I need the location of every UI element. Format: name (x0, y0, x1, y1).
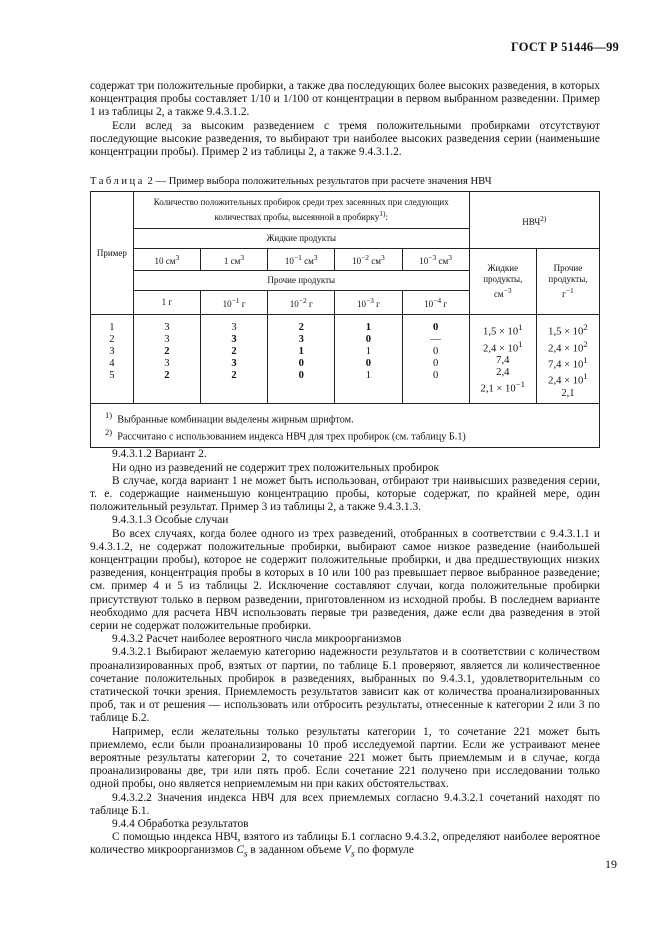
count-header-end: : (385, 212, 388, 223)
positive-count: 3 (164, 322, 170, 334)
unit-base: 10 (222, 299, 232, 310)
unit-exponent: −4 (433, 296, 442, 306)
mpn-exponent: 2 (583, 338, 588, 349)
unit-base: 10 (352, 256, 362, 267)
positive-count: 2 (164, 346, 170, 358)
mpn-mantissa: 1,5 × 10 (548, 326, 584, 338)
mpn-value (540, 388, 596, 400)
unit-name: г (373, 299, 380, 310)
count-header-sup: 1) (379, 209, 386, 219)
paragraph: 9.4.3.2.1 Выбирают желаемую категорию надежности результатов и в соответствии с количеством проанализированных проб, взятых от партии, по таблице Б.1 проверяют, является ли количественное сочетание положительных пробирок в разведениях, выбранных по 9.4.3.1, удовлетворительным со статической точки зрения. Приемлемость результатов зависит как от количества проанализированных проб, так и от решения — использовать или отбросить результаты, отнесенные к категории 2 или 3 по таблице Б.2. (90, 646, 600, 725)
var-c-sub: s (243, 849, 248, 860)
data-cell (200, 315, 267, 403)
positive-count: 0 (365, 334, 372, 346)
mpn-value (540, 355, 596, 371)
note-text: Рассчитано с использованием индекса НВЧ для трех пробирок (см. таблицу Б.1) (117, 431, 466, 443)
unit-name: г (306, 299, 313, 310)
table-note (105, 426, 591, 443)
mpn-value (540, 371, 596, 387)
other-unit-header (402, 291, 469, 315)
mpn-liquid-header (469, 249, 536, 315)
unit-power: 3 (240, 253, 245, 263)
unit-exponent: −1 (231, 296, 240, 306)
unit-name: см (369, 256, 381, 267)
mpn-value (540, 339, 596, 355)
unit-power: 3 (313, 253, 318, 263)
mpn-mantissa: 2,4 (496, 366, 510, 378)
positive-count: 1 (365, 369, 372, 381)
unit-base: 10 (289, 299, 299, 310)
liquid-unit-header (335, 249, 402, 271)
mpn-value (473, 379, 533, 395)
mpn-exponent: 1 (518, 338, 523, 349)
formula-mid-text: в заданном объеме (247, 844, 345, 857)
table-2 (90, 191, 600, 448)
positive-count: 2 (231, 346, 237, 358)
positive-count: 2 (231, 369, 237, 381)
paragraph: В случае, когда вариант 1 не может быть использован, отбирают три наивысших разведения серии, т. е. содержащие наименьшую концентрацию пробы, которые содержат, по крайней мере, один положительный результат. Пример 3 из таблицы 2, а также 9.4.3.1.3. (90, 474, 600, 514)
var-v: V (344, 844, 351, 857)
document-code: ГОСТ Р 51446—99 (510, 40, 619, 54)
positive-count: 2 (164, 369, 170, 381)
unit-power: 3 (381, 253, 385, 263)
unit-name: см (301, 256, 314, 267)
example-number: 4 (109, 357, 115, 369)
paragraph (90, 831, 600, 862)
mpn-mantissa: 2,1 × 10 (480, 383, 516, 395)
mpn-exponent: 1 (583, 355, 588, 366)
example-number: 1 (109, 322, 115, 334)
unit-base: 10 см (154, 256, 176, 267)
table-caption-label: Таблица (90, 176, 145, 188)
liquid-unit-header (133, 249, 200, 271)
note-text: Выбранные комбинации выделены жирным шрифтом. (117, 413, 354, 425)
mpn-exponent: −1 (515, 378, 526, 389)
example-number: 5 (109, 369, 115, 381)
unit-exponent: −2 (298, 296, 307, 306)
positive-count: 0 (432, 322, 439, 334)
positive-count: 3 (164, 357, 170, 369)
note-marker: 1) (105, 409, 113, 420)
table-caption-text: 2 — Пример выбора положительных результатов при расчете значения НВЧ (147, 176, 492, 188)
positive-count: 1 (365, 346, 372, 358)
other-unit-header (335, 291, 402, 315)
positive-count: 0 (298, 369, 304, 381)
unit-name: г (239, 299, 246, 310)
mpn-header-sup: 2) (540, 213, 547, 223)
section-heading: 9.4.4 Обработка результатов (112, 818, 249, 830)
note-marker: 2) (105, 426, 113, 437)
positive-count: 1 (298, 346, 304, 358)
table-notes (91, 403, 600, 448)
mpn-unit-power: −3 (503, 286, 512, 296)
mpn-value (473, 355, 533, 367)
mpn-header-text: НВЧ (522, 216, 541, 227)
unit-power: 3 (175, 253, 180, 263)
unit-exponent: −1 (293, 253, 302, 263)
other-unit-header (268, 291, 335, 315)
positive-count: 3 (164, 334, 170, 346)
unit-base: 10 (424, 299, 434, 310)
unit-base: 10 (284, 256, 294, 267)
mpn-mantissa: 2,1 (561, 387, 575, 399)
mpn-value (473, 339, 533, 355)
liquid-unit-header (200, 249, 267, 271)
positive-count: — (430, 334, 441, 346)
mpn-value (473, 322, 533, 338)
data-cell-mpn-liquid (469, 315, 536, 403)
section-heading: 9.4.3.1.2 Вариант 2. (112, 448, 207, 461)
mpn-subheader-unit (473, 285, 533, 300)
data-cell (335, 315, 402, 403)
col-example-header: Пример (91, 192, 134, 315)
mpn-value (473, 367, 533, 379)
section-heading: 9.4.3.2 Расчет наиболее вероятного числа микроорганизмов (112, 633, 402, 646)
mpn-header (469, 192, 599, 249)
table-caption (90, 175, 600, 188)
positive-count: 0 (432, 346, 439, 358)
other-unit-header (200, 291, 267, 315)
mpn-mantissa: 7,4 (496, 355, 510, 367)
data-cell-mpn-other (536, 315, 599, 403)
positive-count: 0 (432, 369, 439, 381)
positive-count: 1 (365, 322, 372, 334)
mpn-mantissa: 2,4 × 10 (483, 343, 519, 355)
example-number: 2 (109, 334, 115, 346)
var-v-sub: s (351, 849, 355, 860)
paragraph: содержат три положительные пробирки, а также два последующих более высоких разведения, в которых концентрация пробы составляет 1/10 и 1/100 от концентрации в первом выбранном разведении. Пример 1 из таблицы 2, а также 9.4.3.1.2. (90, 80, 600, 119)
paragraph: Если вслед за высоким разведением с тремя положительными пробирками отсутствуют последующие высокие разведения, то выбирают три наиболее высоких разведения серии (наименьшие концентрации пробы). Пример 2 из таблицы 2, а также 9.4.3.1.2. (90, 119, 600, 159)
positive-count: 2 (298, 322, 304, 334)
mpn-exponent: 1 (583, 371, 588, 382)
mpn-unit-power: −1 (565, 286, 574, 296)
mpn-exponent: 2 (583, 322, 588, 333)
liquid-unit-header (402, 249, 469, 271)
mpn-mantissa: 2,4 × 10 (548, 375, 584, 387)
formula-intro-text: С помощью индекса НВЧ, взятого из таблицы Б.1 согласно 9.4.3.2, определяют наиболее вероятное количество микроорганизмов (90, 831, 600, 857)
unit-base: 10 (356, 299, 366, 310)
mpn-mantissa: 1,5 × 10 (483, 326, 519, 338)
liquid-unit-header (268, 249, 335, 271)
positive-count: 3 (231, 322, 237, 334)
mpn-subheader-label: Жидкие продукты, (483, 263, 523, 285)
paragraph: Ни одно из разведений не содержит трех положительных пробирок (112, 461, 440, 474)
mpn-unit: г (562, 289, 566, 300)
positive-count: 3 (231, 334, 237, 346)
mpn-mantissa: 2,4 × 10 (548, 343, 584, 355)
mpn-other-header (536, 249, 599, 315)
var-c: C (236, 844, 244, 857)
formula-end-text: по формуле (354, 844, 414, 857)
other-products-header: Прочие продукты (133, 271, 469, 291)
unit-base: 1 г (161, 297, 173, 308)
mpn-subheader-label: Прочие продукты, (548, 263, 588, 285)
unit-base: 1 см (223, 256, 241, 267)
unit-exponent: −2 (361, 253, 370, 263)
unit-power: 3 (448, 253, 452, 263)
positive-count: 3 (298, 334, 304, 346)
mpn-exponent: 1 (518, 322, 523, 333)
unit-name: см (436, 256, 449, 267)
mpn-mantissa: 7,4 × 10 (548, 359, 584, 371)
page-number: 19 (605, 857, 617, 871)
unit-name: г (441, 299, 448, 310)
paragraph: Например, если желательны только результаты категории 1, то сочетание 221 может быть приемлемо, если были проанализированы 10 проб исследуемой партии. Если же устраивают менее вероятные результаты категории 2, то сочетание 221 может быть приемлемым и в случае, когда проанализированы две, три или пять проб. Если сочетание 221 получено при исследовании только одной пробы, оно является неприемлемым ни при каких обстоятельствах. (90, 725, 600, 791)
page-content (90, 80, 600, 862)
data-cell (133, 315, 200, 403)
example-number: 3 (109, 346, 115, 358)
positive-count: 0 (365, 357, 372, 369)
unit-base: 10 (419, 256, 429, 267)
unit-exponent: −3 (428, 253, 437, 263)
mpn-unit: см (493, 289, 504, 300)
positive-count: 3 (231, 357, 237, 369)
positive-count: 0 (432, 357, 439, 369)
positive-count: 0 (298, 357, 304, 369)
data-cell (268, 315, 335, 403)
paragraph: Во всех случаях, когда более одного из трех разведений, отобранных в соответствии с 9.4.3.1.1 и 9.4.3.1.2, не содержат положительные пробирки, выбирают самое низкое разведение (наибольшей концентрации пробы), которое не содержит положительные пробирки, и два предшествующих низких разведения, концентрация пробы в которых в 10 или 100 раз превышает первое выбранное разведение; см. пример 4 и 5 из таблицы 2. Исключение составляют случаи, когда положительные пробирки присутствуют только в первом разведении, приготовленном из исходной пробы. В последнем варианте необходимо для расчета НВЧ использовать первые три разведения, даже если два разведения в этой серии не содержат положительные пробирки. (90, 527, 600, 632)
data-cell (402, 315, 469, 403)
count-header-text: Количество положительных пробирок среди трех засеянных при следующих количествах пробы, высеянной в пробирку (153, 197, 449, 223)
paragraph: 9.4.3.2.2 Значения индекса НВЧ для всех приемлемых согласно 9.4.3.2.1 сочетаний находят по таблице Б.1. (90, 791, 600, 817)
other-unit-header (133, 291, 200, 315)
unit-exponent: −3 (365, 296, 374, 306)
mpn-subheader-unit (540, 285, 596, 300)
count-header (133, 192, 469, 229)
data-cell-example (91, 315, 134, 403)
section-heading: 9.4.3.1.3 Особые случаи (112, 514, 229, 527)
liquid-products-header: Жидкие продукты (133, 229, 469, 249)
table-note (105, 409, 591, 426)
mpn-value (540, 322, 596, 338)
